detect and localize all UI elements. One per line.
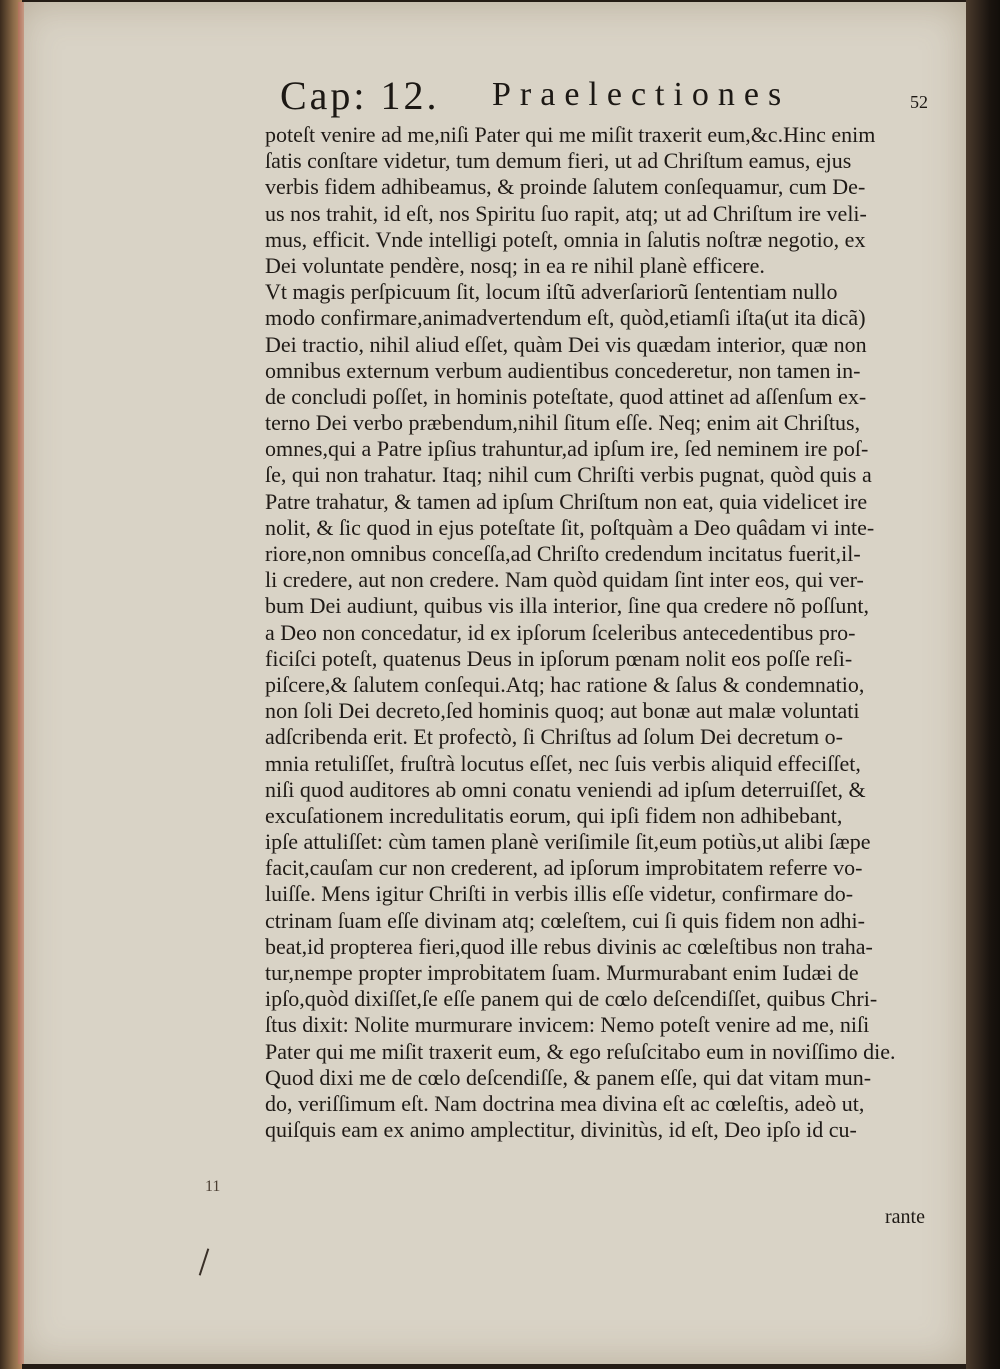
text-line: Quod dixi me de cœlo deſcendiſſe, & panem eſſe, qui dat vitam mun-: [265, 1064, 872, 1090]
text-line: ſe, qui non trahatur. Itaq; nihil cum Chriſti verbis pugnat, quòd quis a: [265, 462, 872, 488]
chapter-heading: Cap: 12.: [280, 73, 440, 118]
text-line: modo confirmare,animadvertendum eſt, quòd,etiamſi iſta(ut ita dicã): [265, 305, 866, 331]
text-line: bum Dei audiunt, quibus vis illa interior, ſine qua credere nõ poſſunt,: [265, 593, 869, 619]
text-line: mnia retuliſſet, fruſtrà locutus eſſet, nec ſuis verbis aliquid effeciſſet,: [265, 750, 861, 776]
text-line: mus, efficit. Vnde intelligi poteſt, omnia in ſalutis noſtræ negotio, ex: [265, 226, 866, 252]
text-line: ctrinam ſuam eſſe divinam atq; cœleſtem, cui ſi quis fidem non adhi-: [265, 907, 865, 933]
page-number: 52: [910, 92, 928, 112]
text-line: excuſationem incredulitatis eorum, qui ipſi fidem non adhibebant,: [265, 802, 843, 828]
text-line: Patre trahatur, & tamen ad ipſum Chriſtum non eat, quia videlicet ire: [265, 488, 868, 514]
text-line: do, veriſſimum eſt. Nam doctrina mea divina eſt ac cœleſtis, adeò ut,: [265, 1090, 865, 1116]
text-line: ficiſci poteſt, quatenus Deus in ipſorum pœnam nolit eos poſſe reſi-: [265, 645, 853, 671]
text-line: facit,cauſam cur non crederent, ad ipſorum improbitatem referre vo-: [265, 855, 863, 881]
text-line: non ſoli Dei decreto,ſed hominis quoq; aut bonæ aut malæ voluntati: [265, 698, 860, 724]
text-line: ipſo,quòd dixiſſet,ſe eſſe panem qui de cœlo deſcendiſſet, quibus Chri-: [265, 986, 878, 1012]
text-line: nolit, & ſic quod in ejus poteſtate ſit, poſtquàm a Deo quâdam vi inte-: [265, 514, 875, 540]
text-line: Dei voluntate pendère, nosq; in ea re nihil planè efficere.: [265, 252, 765, 278]
running-header: [262, 72, 942, 122]
text-line: niſi quod auditores ab omni conatu veniendi ad ipſum deterruiſſet, &: [265, 776, 866, 802]
text-line: beat,id propterea fieri,quod ille rebus divinis ac cœleſtibus non traha-: [265, 933, 873, 959]
text-line: poteſt venire ad me,niſi Pater qui me miſit traxerit eum,&c.Hinc enim: [265, 122, 876, 147]
text-line: tur,nempe propter improbitatem ſuam. Murmurabant enim Iudæi de: [265, 960, 859, 985]
text-line: ſtus dixit: Nolite murmurare invicem: Nemo poteſt venire ad me, niſi: [265, 1012, 870, 1038]
text-line: omnibus externum verbum audientibus concederetur, non tamen in-: [265, 357, 861, 383]
margin-note: 11: [205, 1178, 221, 1195]
running-title: Praelectiones: [492, 76, 791, 113]
text-line: us nos trahit, id eſt, nos Spiritu ſuo rapit, atq; ut ad Chriſtum ire veli-: [265, 200, 867, 226]
book-binding-right-edge: [966, 0, 1000, 1369]
text-line: Dei tractio, nihil aliud eſſet, quàm Dei vis quædam interior, quæ non: [265, 331, 867, 357]
text-line: Pater qui me miſit traxerit eum, & ego reſuſcitabo eum in noviſſimo die.: [265, 1038, 896, 1064]
text-line: ſatis conſtare videtur, tum demum fieri, ut ad Chriſtum eamus, ejus: [265, 148, 852, 174]
catchword: rante: [885, 1206, 925, 1228]
text-line: verbis fidem adhibeamus, & proinde ſalutem conſequamur, cum De-: [265, 174, 866, 200]
text-line: piſcere,& ſalutem conſequi.Atq; hac ratione & ſalus & condemnatio,: [265, 671, 865, 697]
text-line: quiſquis eam ex animo amplectitur, divinitùs, id eſt, Deo ipſo id cu-: [265, 1117, 857, 1143]
page-edge-stain: [18, 2, 24, 1364]
text-line: terno Dei verbo præbendum,nihil ſitum eſſe. Neq; enim ait Chriſtus,: [265, 410, 861, 436]
text-line: Vt magis perſpicuum ſit, locum iſtũ adverſariorũ ſententiam nullo: [265, 279, 838, 305]
text-line: li credere, aut non credere. Nam quòd quidam ſint inter eos, qui ver-: [265, 567, 864, 593]
text-line: luiſſe. Mens igitur Chriſti in verbis illis eſſe videtur, confirmare do-: [265, 881, 854, 907]
text-line: riore,non omnibus conceſſa,ad Chriſto credendum incitatus fuerit,il-: [265, 541, 861, 566]
text-line: adſcribenda erit. Et profectò, ſi Chriſtus ad ſolum Dei decretum o-: [265, 724, 843, 750]
text-line: ipſe attuliſſet: cùm tamen planè veriſimile ſit,eum potiùs,ut alibi ſæpe: [265, 829, 871, 855]
text-line: de concludi poſſet, in hominis poteſtate, quod attinet ad aſſenſum ex-: [265, 383, 867, 409]
text-line: omnes,qui a Patre ipſius trahuntur,ad ipſum ire, ſed neminem ire poſ-: [265, 436, 869, 462]
body-text: [265, 122, 957, 1143]
text-line: a Deo non concedatur, id ex ipſorum ſceleribus antecedentibus pro-: [265, 619, 856, 645]
